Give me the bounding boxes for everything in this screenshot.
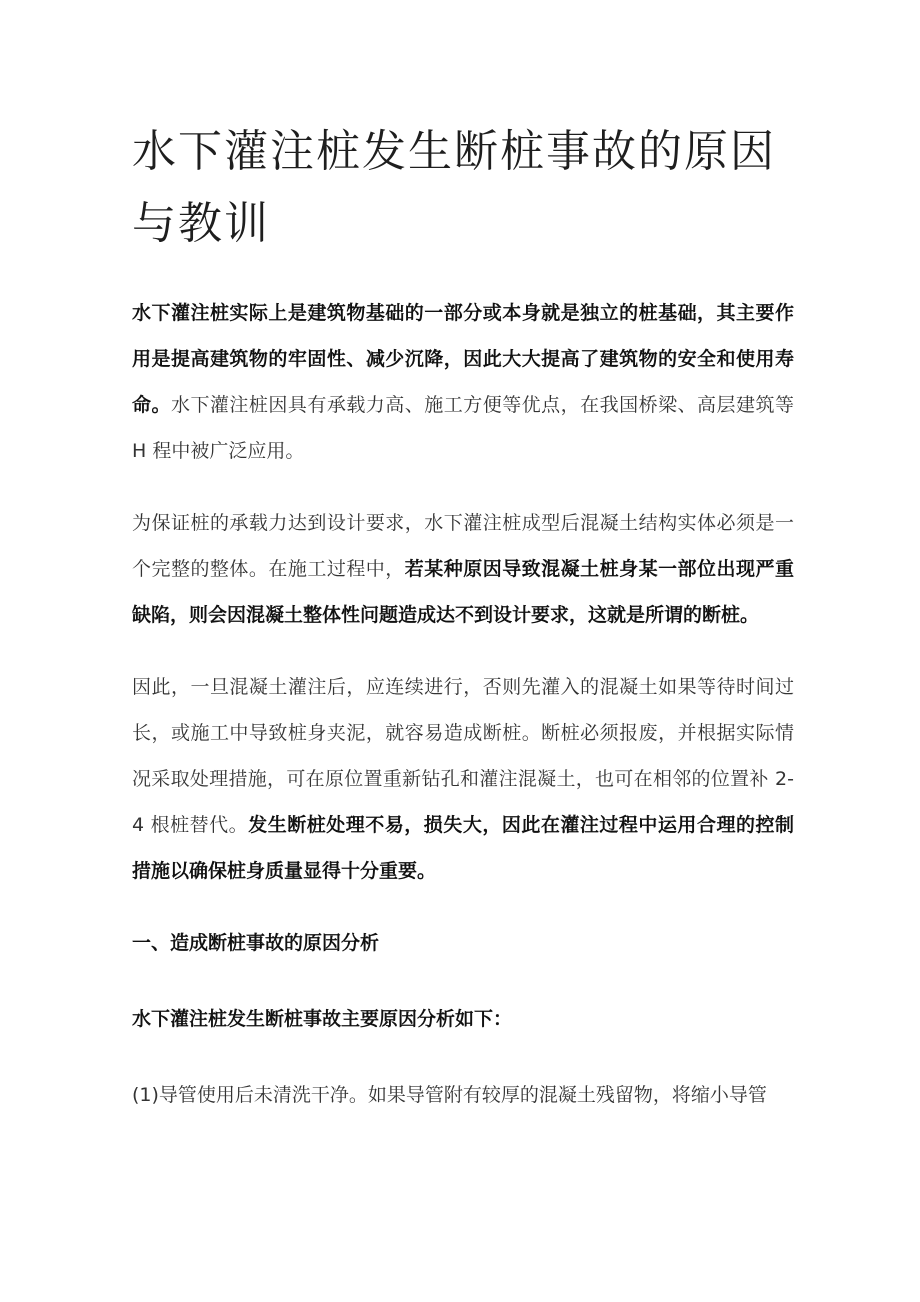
paragraph-consequence: [132, 664, 794, 894]
requirement-bold-text: 若某种原因导致混凝土桩身某一部位出现严重缺陷，则会因混凝土整体性问题造成达不到设计要求，这就是所谓的断桩。: [132, 558, 794, 626]
requirement-normal-text: 为保证桩的承载力达到设计要求，水下灌注桩成型后混凝土结构实体必须是一个完整的整体。在施工过程中，: [132, 512, 794, 580]
sub-heading: 水下灌注桩发生断桩事故主要原因分析如下：: [132, 1008, 513, 1030]
paragraph-intro: [132, 290, 794, 474]
document-title: 水下灌注桩发生断桩事故的原因与教训: [132, 126, 776, 249]
intro-bold-text: 水下灌注桩实际上是建筑物基础的一部分或本身就是独立的桩基础，其主要作用是提高建筑物的牢固性、减少沉降，因此大大提高了建筑物的安全和使用寿命。: [132, 302, 794, 416]
section-heading: 一、造成断桩事故的原因分析: [132, 932, 380, 954]
paragraph-cause-1: (1)导管使用后未清洗干净。如果导管附有较厚的混凝土残留物，将缩小导管: [132, 1084, 767, 1106]
consequence-bold-text: 发生断桩处理不易，损失大，因此在灌注过程中运用合理的控制措施以确保桩身质量显得十分重要。: [132, 814, 794, 882]
consequence-normal-text: 因此，一旦混凝土灌注后，应连续进行，否则先灌入的混凝土如果等待时间过长，或施工中导致桩身夹泥，就容易造成断桩。断桩必须报废，并根据实际情况采取处理措施，可在原位置重新钻孔和灌注混凝土，也可在相邻的位置补 2-4 根桩替代。: [132, 676, 794, 836]
intro-normal-text: 水下灌注桩因具有承载力高、施工方便等优点，在我国桥梁、高层建筑等 H 程中被广泛应用。: [132, 394, 794, 462]
document-page: [132, 116, 794, 1144]
paragraph-requirement: [132, 500, 794, 638]
